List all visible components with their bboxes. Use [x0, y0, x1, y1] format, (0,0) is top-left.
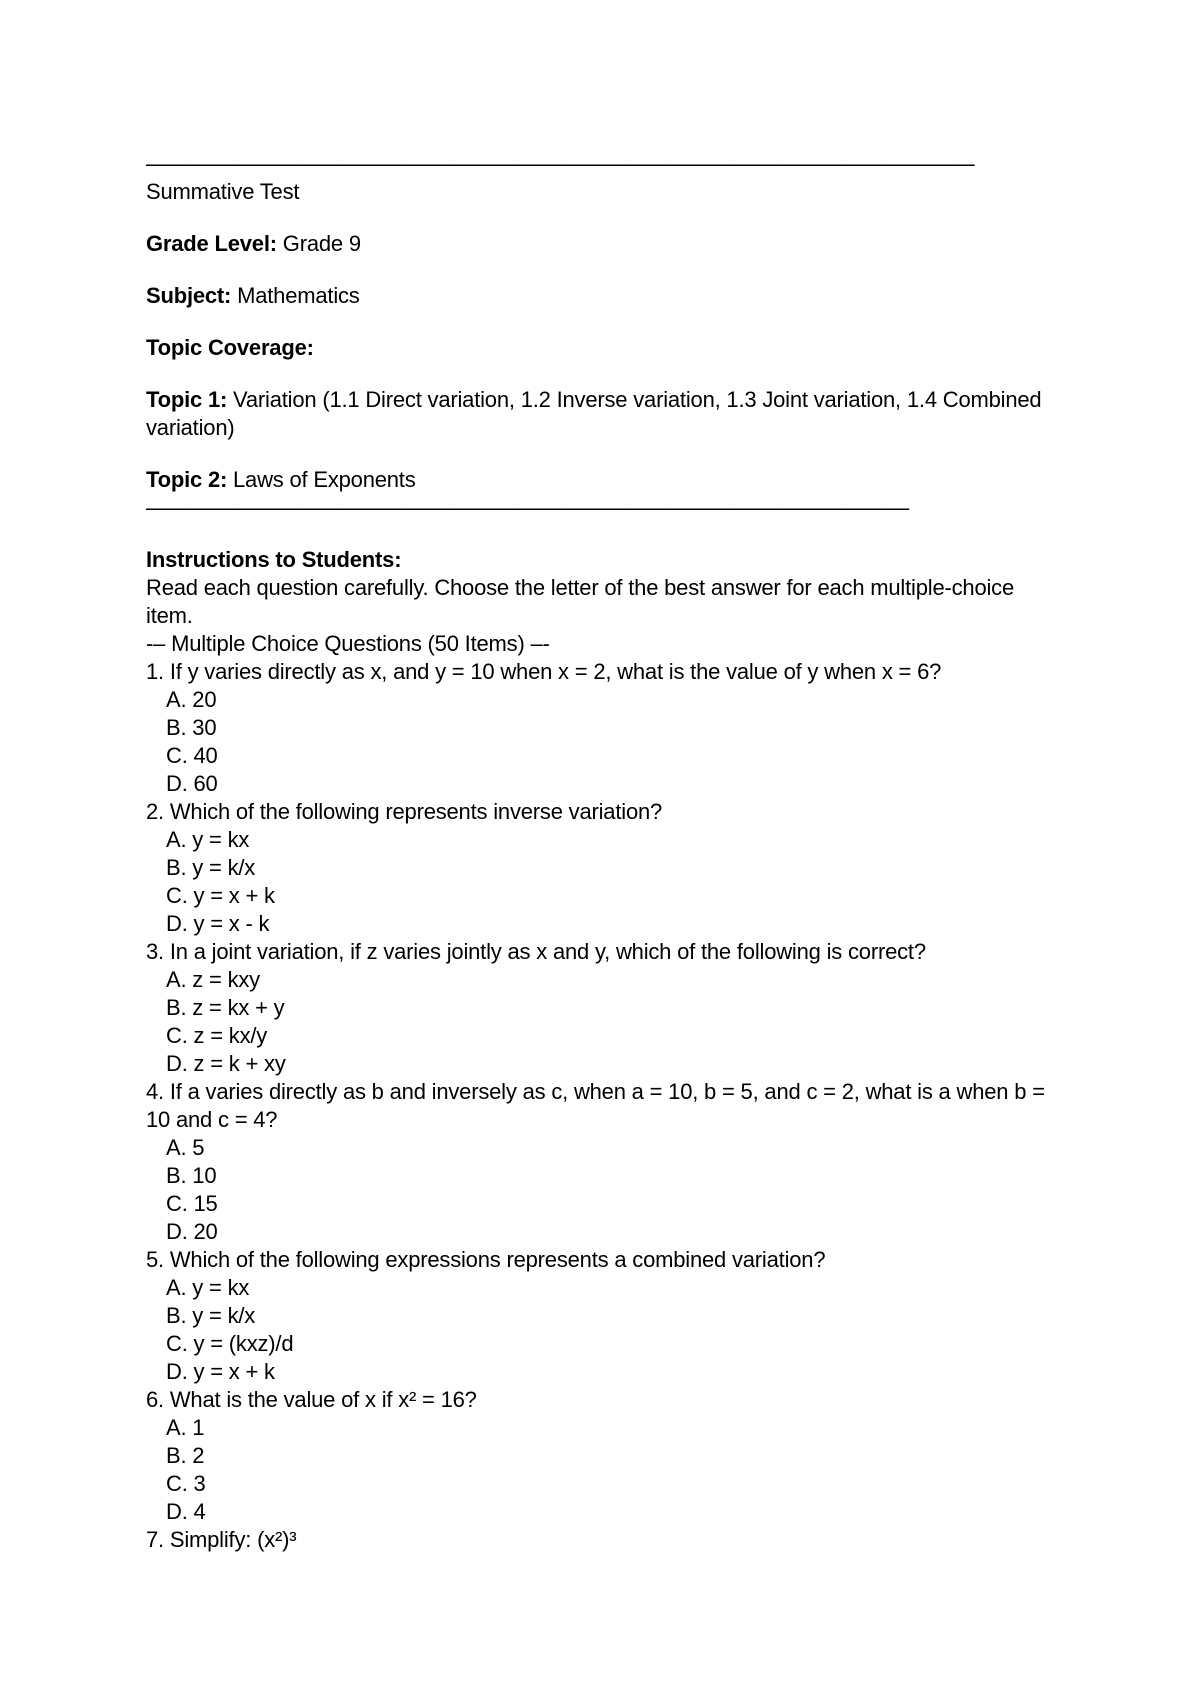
question-item — [146, 1246, 1066, 1386]
middle-rule: ——————————————————————————————————— — [146, 495, 910, 520]
answer-option: C. y = (kxz)/d — [166, 1331, 294, 1356]
answer-option: A. 20 — [166, 687, 217, 712]
answer-option: D. 20 — [166, 1219, 218, 1244]
question-stem: 1. If y varies directly as x, and y = 10 when x = 2, what is the value of y when x = 6? — [146, 659, 942, 684]
question-stem: 2. Which of the following represents inverse variation? — [146, 799, 663, 824]
answer-option: C. y = x + k — [166, 883, 275, 908]
answer-option: A. 5 — [166, 1135, 205, 1160]
topic-1-field — [146, 386, 1066, 442]
topic-1-value: Variation (1.1 Direct variation, 1.2 Inverse variation, 1.3 Joint variation, 1.4 Combined variation) — [146, 387, 1042, 440]
topic-2-label: Topic 2: — [146, 467, 228, 492]
question-stem: 7. Simplify: (x²)³ — [146, 1527, 297, 1552]
answer-option: A. y = kx — [166, 827, 250, 852]
top-rule: —————————————————————————————————————— — [146, 151, 975, 176]
question-item — [146, 658, 1066, 798]
topic-2-value: Laws of Exponents — [227, 467, 416, 492]
subject-label: Subject: — [146, 283, 232, 308]
question-item — [146, 1386, 1066, 1526]
answer-option: D. 4 — [166, 1499, 206, 1524]
subject-value: Mathematics — [231, 283, 360, 308]
answer-option: C. 15 — [166, 1191, 218, 1216]
answer-option: D. z = k + xy — [166, 1051, 286, 1076]
document-title: Summative Test — [146, 179, 300, 204]
answer-option: A. z = kxy — [166, 967, 260, 992]
answer-option: C. 3 — [166, 1471, 206, 1496]
answer-option: D. 60 — [166, 771, 218, 796]
grade-level-value: Grade 9 — [276, 231, 361, 256]
answer-option: B. y = k/x — [166, 855, 256, 880]
answer-option: B. y = k/x — [166, 1303, 256, 1328]
answer-option: B. z = kx + y — [166, 995, 285, 1020]
grade-level-field — [146, 230, 1066, 258]
topic-coverage-heading: Topic Coverage: — [146, 335, 314, 360]
question-stem: 6. What is the value of x if x² = 16? — [146, 1387, 477, 1412]
question-stem: 4. If a varies directly as b and inversely as c, when a = 10, b = 5, and c = 2, what is a when b = 10 and c = 4? — [146, 1079, 1045, 1132]
subject-field — [146, 282, 1066, 310]
question-stem: 5. Which of the following expressions represents a combined variation? — [146, 1247, 826, 1272]
topic-2-field — [146, 466, 1066, 494]
answer-option: B. 10 — [166, 1163, 217, 1188]
question-stem: 3. In a joint variation, if z varies jointly as x and y, which of the following is correct? — [146, 939, 926, 964]
answer-option: C. z = kx/y — [166, 1023, 268, 1048]
answer-option: C. 40 — [166, 743, 218, 768]
answer-option: B. 2 — [166, 1443, 205, 1468]
topic-1-label: Topic 1: — [146, 387, 228, 412]
section-label: -– Multiple Choice Questions (50 Items) –- — [146, 631, 550, 656]
answer-option: D. y = x + k — [166, 1359, 275, 1384]
answer-option: A. 1 — [166, 1415, 205, 1440]
test-document — [146, 150, 1066, 1554]
answer-option: A. y = kx — [166, 1275, 250, 1300]
answer-option: D. y = x - k — [166, 911, 270, 936]
instructions-text: Read each question carefully. Choose the letter of the best answer for each multiple-choice item. — [146, 575, 1014, 628]
answer-option: B. 30 — [166, 715, 217, 740]
question-item — [146, 1078, 1066, 1246]
instructions-heading: Instructions to Students: — [146, 547, 402, 572]
question-item — [146, 798, 1066, 938]
question-item — [146, 1526, 1066, 1554]
grade-level-label: Grade Level: — [146, 231, 277, 256]
question-list — [146, 658, 1066, 1554]
question-item — [146, 938, 1066, 1078]
